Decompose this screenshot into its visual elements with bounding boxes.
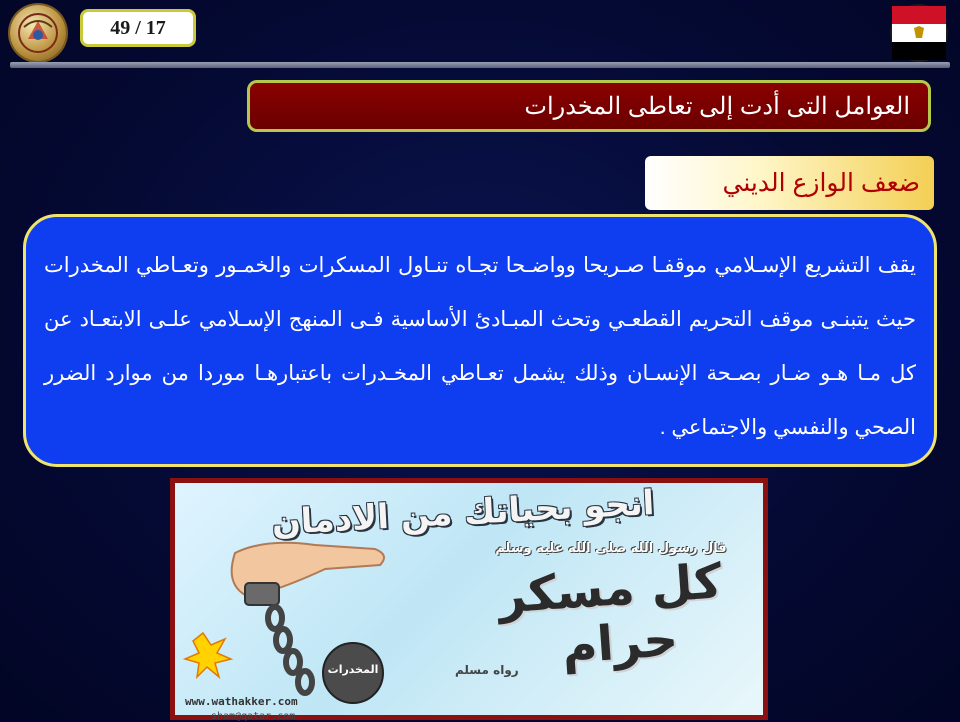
spark-icon <box>185 633 231 677</box>
poster-website: www.wathakker.com <box>185 695 298 708</box>
ball-label: المخدرات <box>327 663 379 676</box>
body-paragraph: يقف التشريع الإسـلامي موقفـا صـريحا وواضـحا تجـاه تنـاول المسكرات والخمـور وتعـاطي المخدرات حيث يتبنـى موقف التحريم القطعـي وتحث المبـادئ الأساسية فـى المنهج الإسـلامي علـى الابتعـاد عن كل مـا هـو ضـار بصـحة الإنسـان وذلك يشمل تعـاطي المخـدرات باعتبارهـا موردا من موارد الضرر الصحي والنفسي والاجتماعي . <box>44 254 916 439</box>
poster-narrator: رواه مسلم <box>455 663 519 677</box>
poster-hadith-intro: قال رسول الله صلى الله عليه وسلم <box>495 541 727 556</box>
eagle-icon <box>892 24 946 42</box>
header-divider <box>10 62 950 68</box>
shackle-icon <box>245 583 279 605</box>
poster-canvas <box>175 483 763 722</box>
poster-hadith-line1: كل مسكر <box>496 553 724 625</box>
body-text-box <box>23 214 937 467</box>
chain-icon <box>268 607 312 693</box>
slide-title: العوامل التى أدت إلى تعاطى المخدرات <box>247 80 931 132</box>
emblem-logo <box>10 5 66 61</box>
poster-hadith-line2: حرام <box>560 611 680 675</box>
emblem-icon <box>10 5 66 61</box>
egypt-flag-icon <box>892 6 946 60</box>
poster-headline: انجو بحياتك من الادمان <box>270 483 656 543</box>
poster-email: sham@qatar.com <box>211 711 296 722</box>
anti-addiction-poster <box>170 478 768 720</box>
page-indicator: 49 / 17 <box>80 9 196 47</box>
section-heading: ضعف الوازع الديني <box>645 156 934 210</box>
